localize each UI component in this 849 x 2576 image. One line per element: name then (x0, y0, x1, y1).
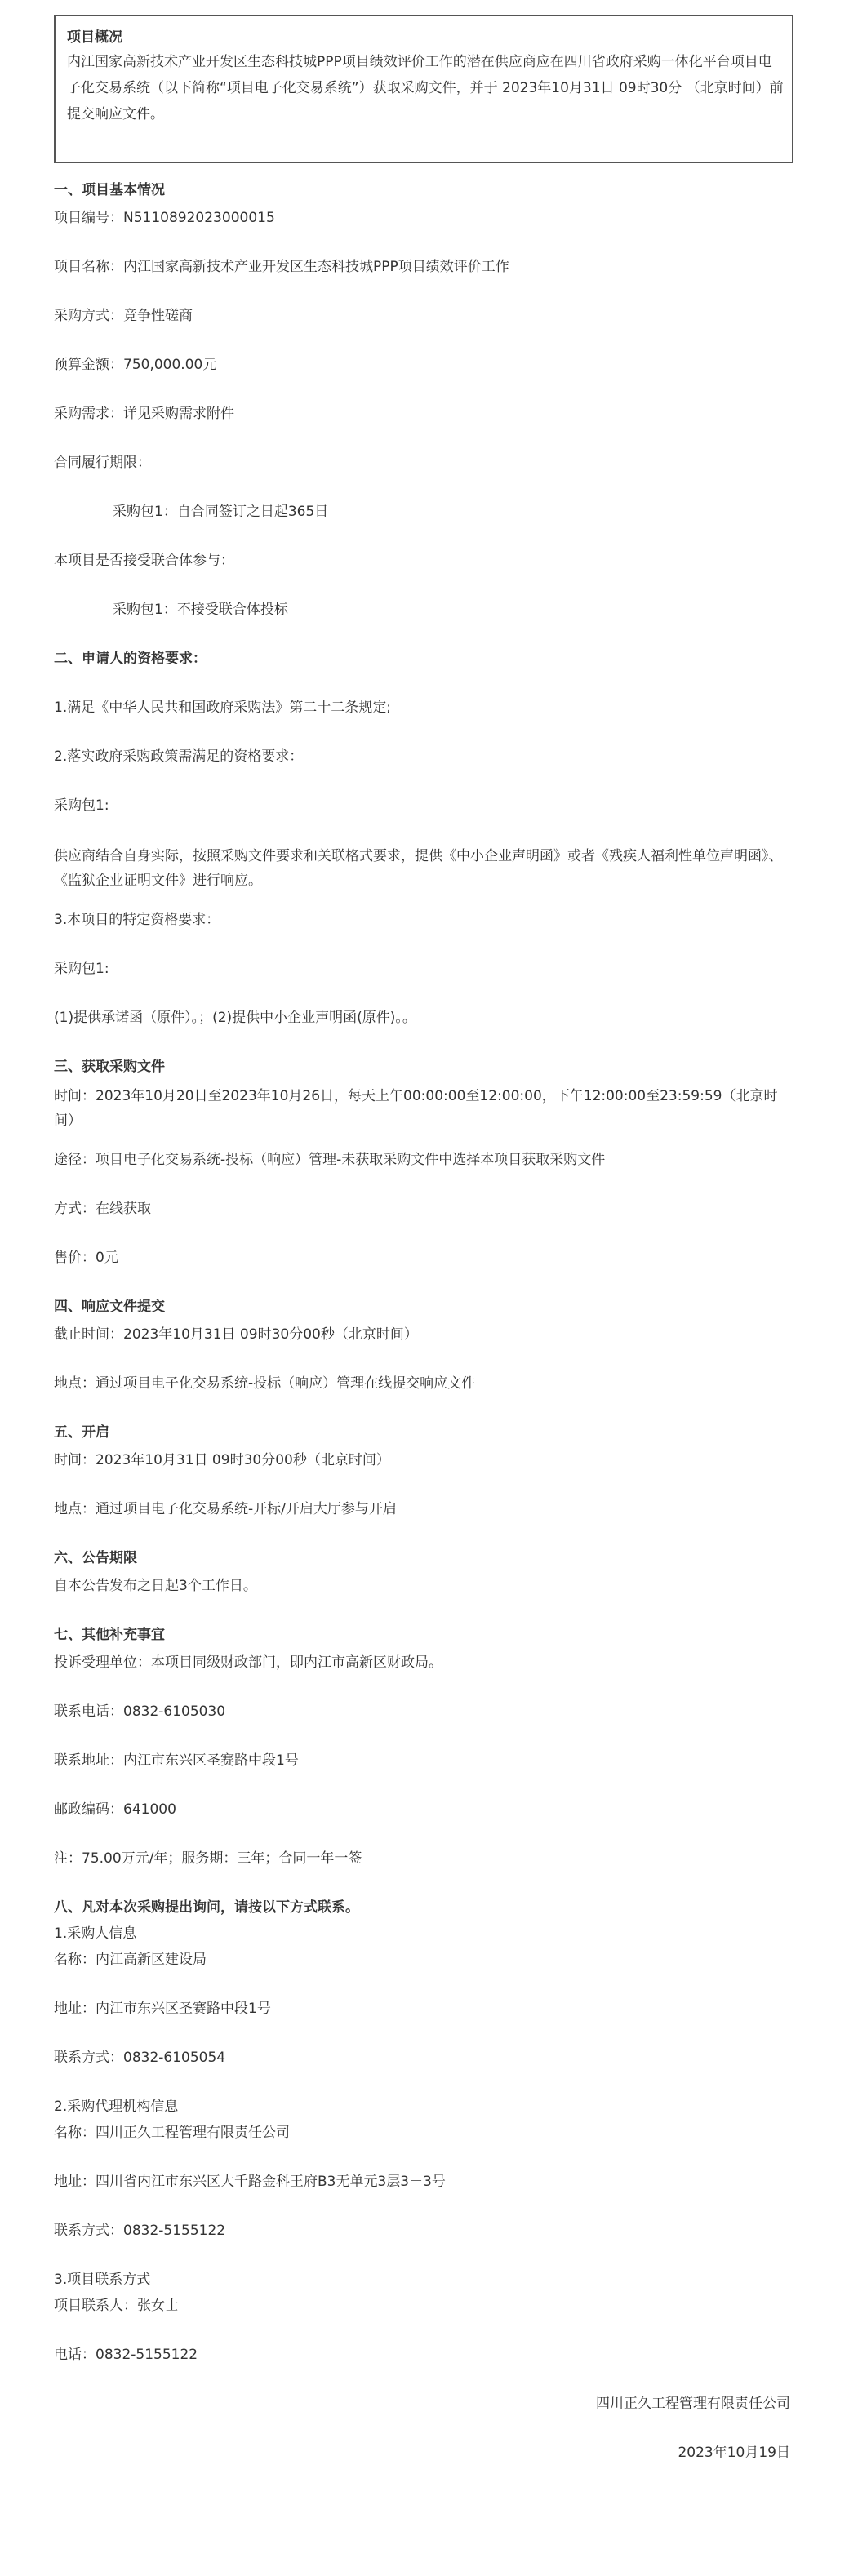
qualification-3: 3.本项目的特定资格要求： (54, 912, 220, 928)
footer-date: 2023年10月19日 (678, 2445, 790, 2461)
buyer-name: 名称：内江高新区建设局 (54, 1952, 207, 1968)
section-heading-opening: 五、开启 (54, 1424, 109, 1441)
buyer-info-title: 1.采购人信息 (54, 1925, 137, 1942)
section-heading-qualifications: 二、申请人的资格要求： (54, 651, 207, 667)
qualification-2-package: 采购包1: (54, 797, 109, 814)
submission-deadline: 截止时间：2023年10月31日 09时30分00秒（北京时间） (54, 1326, 418, 1343)
consortium-label: 本项目是否接受联合体参与： (54, 553, 234, 569)
footer-company: 四川正久工程管理有限责任公司 (596, 2396, 790, 2412)
agent-name: 名称：四川正久工程管理有限责任公司 (54, 2125, 290, 2141)
qualification-1: 1.满足《中华人民共和国政府采购法》第二十二条规定; (54, 700, 391, 716)
complaint-unit: 投诉受理单位：本项目同级财政部门，即内江市高新区财政局。 (54, 1654, 442, 1671)
contract-period-package: 采购包1：自合同签订之日起365日 (113, 504, 329, 520)
obtain-mode: 方式：在线获取 (54, 1201, 151, 1217)
agent-info-title: 2.采购代理机构信息 (54, 2099, 179, 2115)
opening-place: 地点：通过项目电子化交易系统-开标/开启大厅参与开启 (54, 1501, 397, 1517)
announcement-body (54, 180, 797, 2463)
section-heading-obtain-documents: 三、获取采购文件 (54, 1059, 165, 1075)
consortium-package: 采购包1：不接受联合体投标 (113, 602, 288, 618)
project-name: 项目名称：内江国家高新技术产业开发区生态科技城PPP项目绩效评价工作 (54, 259, 509, 275)
section-heading-notice-period: 六、公告期限 (54, 1550, 137, 1566)
buyer-contact: 联系方式：0832-6105054 (54, 2050, 226, 2066)
budget-amount: 预算金额：750,000.00元 (54, 357, 217, 373)
qualification-3-text: (1)提供承诺函（原件）。；(2)提供中小企业声明函(原件)。。 (54, 1010, 416, 1026)
qualification-2-text: 供应商结合自身实际，按照采购文件要求和关联格式要求，提供《中小企业声明函》或者《残疾人福利性单位声明函》、《监狱企业证明文件》进行响应。 (54, 848, 783, 889)
opening-time: 时间：2023年10月31日 09时30分00秒（北京时间） (54, 1452, 390, 1468)
postal-code: 邮政编码：641000 (54, 1801, 176, 1818)
complaint-address: 联系地址：内江市东兴区圣赛路中段1号 (54, 1752, 299, 1769)
agent-address: 地址：四川省内江市东兴区大千路金科王府B3无单元3层3－3号 (54, 2174, 446, 2190)
qualification-3-package: 采购包1: (54, 961, 109, 977)
buyer-address: 地址：内江市东兴区圣赛路中段1号 (54, 2001, 271, 2017)
obtain-time: 时间：2023年10月20日至2023年10月26日，每天上午00:00:00至12:00:00，下午12:00:00至23:59:59（北京时间） (54, 1088, 778, 1129)
project-overview-box (54, 15, 793, 163)
qualification-2: 2.落实政府采购政策需满足的资格要求： (54, 748, 304, 765)
overview-title: 项目概况 (67, 29, 122, 46)
complaint-phone: 联系电话：0832-6105030 (54, 1703, 226, 1720)
section-heading-submission: 四、响应文件提交 (54, 1299, 165, 1315)
obtain-price: 售价：0元 (54, 1250, 118, 1266)
overview-text: 内江国家高新技术产业开发区生态科技城PPP项目绩效评价工作的潜在供应商应在四川省政府采购一体化平台项目电子化交易系统（以下简称“项目电子化交易系统”）获取采购文件，并于 2023年10月31日 09时30分 （北京时间）前提交响应文件。 (67, 54, 784, 122)
submission-place: 地点：通过项目电子化交易系统-投标（响应）管理在线提交响应文件 (54, 1375, 476, 1392)
project-contact-phone: 电话：0832-5155122 (54, 2347, 198, 2363)
section-heading-basic-info: 一、项目基本情况 (54, 182, 165, 198)
procurement-demand: 采购需求：详见采购需求附件 (54, 406, 234, 422)
project-contact-title: 3.项目联系方式 (54, 2272, 151, 2288)
notice-period-text: 自本公告发布之日起3个工作日。 (54, 1578, 257, 1594)
section-heading-contacts: 八、凡对本次采购提出询问，请按以下方式联系。 (54, 1899, 359, 1916)
supplementary-note: 注：75.00万元/年；服务期：三年；合同一年一签 (54, 1850, 362, 1867)
project-number: 项目编号：N5110892023000015 (54, 210, 275, 226)
contract-period-label: 合同履行期限： (54, 455, 151, 471)
agent-contact: 联系方式：0832-5155122 (54, 2223, 226, 2239)
section-heading-other-matters: 七、其他补充事宜 (54, 1627, 165, 1643)
project-contact-person: 项目联系人：张女士 (54, 2298, 179, 2314)
procurement-method: 采购方式：竞争性磋商 (54, 308, 193, 324)
obtain-way: 途径：项目电子化交易系统-投标（响应）管理-未获取采购文件中选择本项目获取采购文件 (54, 1152, 606, 1168)
